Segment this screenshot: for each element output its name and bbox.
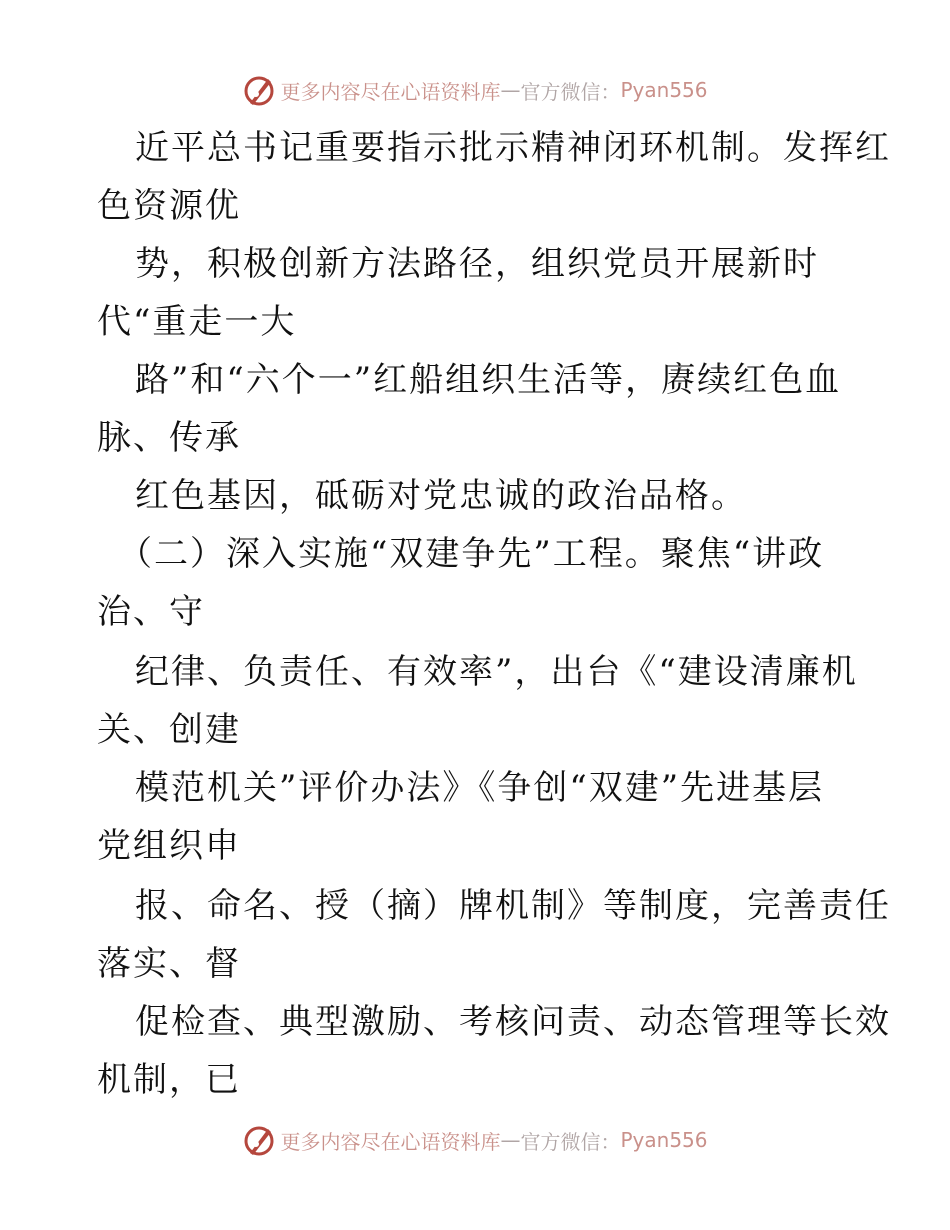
body-line: 色资源优	[97, 186, 241, 226]
pen-logo-icon	[242, 1123, 276, 1157]
body-line: 机制，已	[97, 1060, 241, 1100]
header-site-name: 更多内容尽在心语资料库	[280, 79, 501, 104]
header-wechat-id: Pyan556	[620, 78, 708, 102]
header-wechat-label: 官方微信：	[520, 79, 621, 104]
body-line: 纪律、负责任、有效率”，出台《“建设清廉机	[135, 652, 858, 692]
body-line: 模范机关”评价办法》《争创“双建”先进基层	[135, 768, 825, 808]
body-line: 代“重走一大	[97, 302, 297, 342]
body-line: 治、守	[97, 592, 205, 632]
body-line: 促检查、典型激励、考核问责、动态管理等长效	[135, 1002, 891, 1042]
body-line: 脉、传承	[97, 418, 241, 458]
body-line: 势，积极创新方法路径，组织党员开展新时	[135, 244, 819, 284]
body-line: 近平总书记重要指示批示精神闭环机制。发挥红	[135, 128, 891, 168]
footer-wechat-id: Pyan556	[620, 1128, 708, 1152]
header-separator: —	[500, 78, 521, 102]
footer-banner	[0, 1120, 950, 1160]
body-line: 落实、督	[97, 944, 241, 984]
footer-separator: —	[500, 1128, 521, 1152]
body-line: （二）深入实施“双建争先”工程。聚焦“讲政	[118, 534, 825, 574]
footer-site-name: 更多内容尽在心语资料库	[280, 1129, 501, 1154]
body-line: 报、命名、授（摘）牌机制》等制度，完善责任	[135, 886, 891, 926]
body-line: 路”和“六个一”红船组织生活等，赓续红色血	[135, 360, 842, 400]
body-line: 关、创建	[97, 710, 241, 750]
body-line: 红色基因，砥砺对党忠诚的政治品格。	[135, 476, 747, 516]
body-line: 党组织申	[97, 826, 241, 866]
footer-wechat-label: 官方微信：	[520, 1129, 621, 1154]
